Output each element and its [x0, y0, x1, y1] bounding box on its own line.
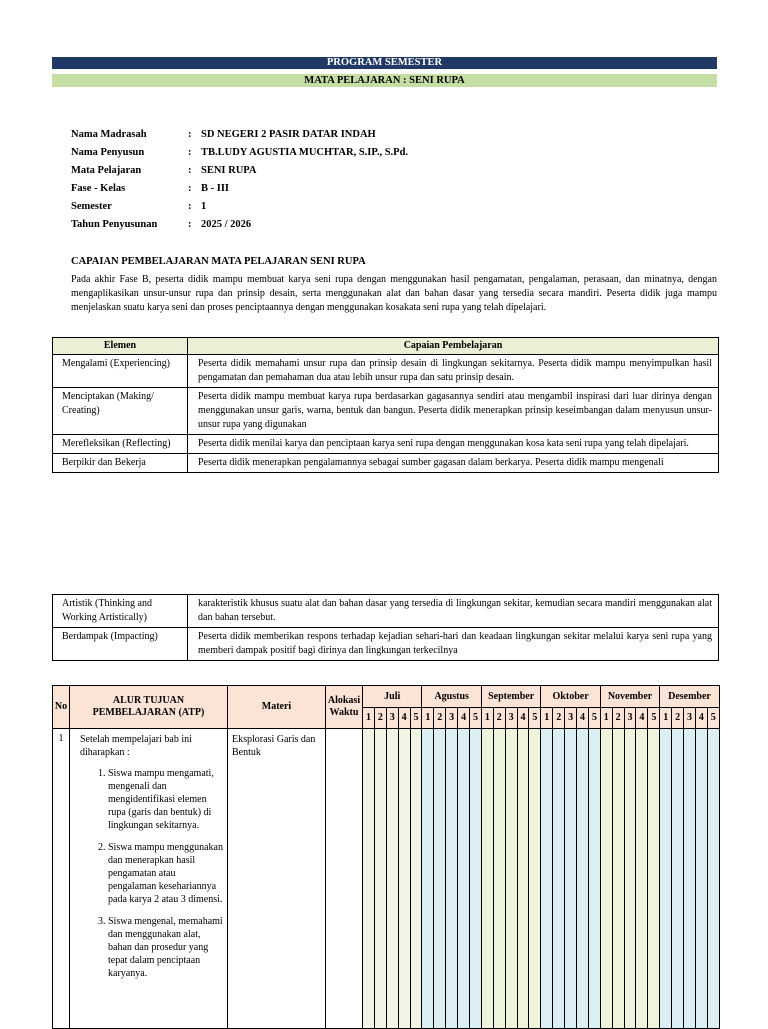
- week-header: 3: [386, 708, 398, 729]
- alokasi-header: Alokasi Waktu: [326, 686, 363, 729]
- info-value: B - III: [201, 183, 230, 194]
- info-value: 1: [201, 201, 207, 212]
- program-semester-banner: PROGRAM SEMESTER: [52, 57, 717, 69]
- alokasi-cell: [326, 729, 363, 1029]
- month-header: Agustus: [422, 686, 481, 708]
- week-header: 5: [648, 708, 660, 729]
- table-row: [53, 729, 720, 1029]
- week-header: 5: [410, 708, 422, 729]
- week-header: 2: [374, 708, 386, 729]
- materi-cell: Eksplorasi Garis dan Bentuk: [228, 729, 326, 1029]
- schedule-cell: [481, 729, 493, 1029]
- schedule-cell: [588, 729, 600, 1029]
- table-row: [53, 595, 719, 628]
- schedule-cell: [648, 729, 660, 1029]
- capaian-paragraph: Pada akhir Fase B, peserta didik mampu membuat karya seni rupa dengan menggunakan hasil pengamatan, pengalaman, perasaan, dan minatnya, dengan mengaplikasikan unsur-unsur rupa dan prinsip desain, serta menggunakan alat dan bahan dasar yang tersedia secara mandiri. Peserta didik juga mampu menjelaskan suatu karya seni dan proses penciptaannya dengan menggunakan kosakata seni rupa yang telah dipelajari.: [71, 274, 717, 313]
- month-header: Oktober: [541, 686, 600, 708]
- schedule-cell: [684, 729, 696, 1029]
- week-header: 5: [529, 708, 541, 729]
- elemen-cell: Menciptakan (Making/ Creating): [53, 388, 188, 435]
- schedule-cell: [695, 729, 707, 1029]
- elemen-cell: Artistik (Thinking and Working Artistically): [53, 595, 188, 628]
- schedule-cell: [672, 729, 684, 1029]
- capaian-cell: [188, 454, 719, 473]
- info-value: TB.LUDY AGUSTIA MUCHTAR, S.IP., S.Pd.: [201, 147, 409, 158]
- elemen-cell: Mengalami (Experiencing): [53, 355, 188, 388]
- info-label: Nama Penyusun: [71, 147, 145, 158]
- table-row: [53, 454, 719, 473]
- capaian-cell: Peserta didik memahami unsur rupa dan prinsip desain di lingkungan sekitarnya. Peserta didik mampu menyimpulkan hasil pengamatan dan pemahaman dua atau lebih unsur rupa dan satu prinsip desain.: [188, 355, 719, 388]
- week-header: 2: [553, 708, 565, 729]
- elemen-cell: Merefleksikan (Reflecting): [53, 435, 188, 454]
- week-header: 4: [517, 708, 529, 729]
- atp-intro: Setelah mempelajari bab ini diharapkan :: [80, 734, 192, 758]
- week-header: 2: [672, 708, 684, 729]
- week-header: 1: [660, 708, 672, 729]
- week-header: 4: [398, 708, 410, 729]
- month-header: Desember: [660, 686, 719, 708]
- no-header: No: [53, 686, 70, 729]
- week-header: 3: [446, 708, 458, 729]
- table-row: [53, 388, 719, 435]
- info-value: SD NEGERI 2 PASIR DATAR INDAH: [201, 129, 376, 140]
- schedule-cell: [458, 729, 470, 1029]
- elemen-table-continued: [52, 594, 719, 661]
- capaian-cell: Peserta didik mampu membuat karya rupa berdasarkan gagasannya sendiri atau mengambil inspirasi dari luar dirinya dengan menggunakan unsur garis, warna, bentuk dan bangun. Peserta didik menerapkan prinsip keseimbangan dalam menyusun unsur-unsur rupa yang digunakan: [188, 388, 719, 435]
- schedule-cell: [612, 729, 624, 1029]
- info-colon: :: [188, 219, 192, 230]
- info-row-penyusun: [71, 146, 408, 164]
- identity-block: [71, 128, 408, 236]
- table-row: [53, 435, 719, 454]
- schedule-cell: [386, 729, 398, 1029]
- atp-goal: 3. Siswa mengenal, memahami dan menggunakan alat, bahan dan prosedur yang tepat dalam penciptaan karyanya.: [108, 915, 223, 980]
- capaian-title: CAPAIAN PEMBELAJARAN MATA PELAJARAN SENI RUPA: [71, 256, 366, 267]
- capaian-cell: karakteristik khusus suatu alat dan bahan dasar yang tersedia di lingkungan sekitar, kemudian secara mandiri menggunakan alat dan bahan tersebut.: [188, 595, 719, 628]
- week-header: 2: [434, 708, 446, 729]
- atp-cell: [70, 729, 228, 1029]
- elemen-cell: [53, 454, 188, 473]
- week-header: 4: [636, 708, 648, 729]
- week-header: 3: [565, 708, 577, 729]
- week-header: 4: [458, 708, 470, 729]
- week-header: 3: [684, 708, 696, 729]
- week-header: 1: [363, 708, 375, 729]
- info-row-mata-pelajaran: [71, 164, 408, 182]
- info-colon: :: [188, 147, 192, 158]
- atp-table: [52, 685, 720, 1029]
- schedule-cell: [363, 729, 375, 1029]
- schedule-cell: [541, 729, 553, 1029]
- week-header: 5: [470, 708, 482, 729]
- month-header: Juli: [363, 686, 422, 708]
- schedule-cell: [707, 729, 719, 1029]
- atp-goal: 1. Siswa mampu mengamati, mengenali dan mengidentifikasi elemen rupa (garis dan bentuk) di lingkungan sekitarnya.: [108, 767, 223, 832]
- capaian-text: Peserta didik menerapkan pengalamannya sebagai sumber gagasan dalam berkarya. Peserta didik mampu mengenali: [198, 457, 664, 468]
- schedule-cell: [600, 729, 612, 1029]
- atp-header: ALUR TUJUAN PEMBELAJARAN (ATP): [70, 686, 228, 729]
- week-header: 1: [422, 708, 434, 729]
- week-header: 1: [481, 708, 493, 729]
- info-label: Fase - Kelas: [71, 183, 126, 194]
- atp-header-row: [53, 686, 720, 708]
- schedule-cell: [577, 729, 589, 1029]
- info-colon: :: [188, 201, 192, 212]
- week-header: 1: [600, 708, 612, 729]
- month-header: November: [600, 686, 659, 708]
- capaian-header: Capaian Pembelajaran: [188, 338, 719, 355]
- materi-header: Materi: [228, 686, 326, 729]
- schedule-cell: [624, 729, 636, 1029]
- month-header: September: [481, 686, 540, 708]
- week-header: 2: [493, 708, 505, 729]
- elemen-text: Berpikir dan Bekerja: [62, 457, 146, 468]
- schedule-cell: [374, 729, 386, 1029]
- schedule-cell: [493, 729, 505, 1029]
- info-label: Nama Madrasah: [71, 129, 147, 140]
- info-label: Semester: [71, 201, 112, 212]
- schedule-cell: [553, 729, 565, 1029]
- elemen-header: Elemen: [53, 338, 188, 355]
- schedule-cell: [529, 729, 541, 1029]
- info-row-madrasah: [71, 128, 408, 146]
- info-row-tahun: [71, 218, 408, 236]
- schedule-cell: [446, 729, 458, 1029]
- elemen-cell: Berdampak (Impacting): [53, 628, 188, 661]
- capaian-cell: Peserta didik menilai karya dan penciptaan karya seni rupa dengan menggunakan kosa kata seni rupa yang telah dipelajari.: [188, 435, 719, 454]
- info-label: Tahun Penyusunan: [71, 219, 158, 230]
- info-value: 2025 / 2026: [201, 219, 252, 230]
- info-value: SENI RUPA: [201, 165, 257, 176]
- table-row: [53, 355, 719, 388]
- week-header: 1: [541, 708, 553, 729]
- info-colon: :: [188, 129, 192, 140]
- week-header: 2: [612, 708, 624, 729]
- schedule-cell: [517, 729, 529, 1029]
- info-colon: :: [188, 183, 192, 194]
- week-header: 5: [707, 708, 719, 729]
- week-header: 4: [577, 708, 589, 729]
- week-header: 4: [695, 708, 707, 729]
- week-header: 5: [588, 708, 600, 729]
- elemen-table-header: [53, 338, 719, 355]
- schedule-cell: [422, 729, 434, 1029]
- info-colon: :: [188, 165, 192, 176]
- info-row-semester: [71, 200, 408, 218]
- schedule-cell: [398, 729, 410, 1029]
- schedule-cell: [565, 729, 577, 1029]
- schedule-cell: [470, 729, 482, 1029]
- info-row-fase-kelas: [71, 182, 408, 200]
- atp-goal-list: [80, 767, 223, 980]
- table-row: [53, 628, 719, 661]
- info-label: Mata Pelajaran: [71, 165, 142, 176]
- atp-goal: 2. Siswa mampu menggunakan dan menerapkan hasil pengamatan atau pengalaman kesehariannya pada karya 2 atau 3 dimensi.: [108, 841, 223, 906]
- schedule-cell: [636, 729, 648, 1029]
- week-header: 3: [505, 708, 517, 729]
- schedule-cell: [660, 729, 672, 1029]
- week-header: 3: [624, 708, 636, 729]
- schedule-cell: [505, 729, 517, 1029]
- schedule-cell: [434, 729, 446, 1029]
- subject-banner: MATA PELAJARAN : SENI RUPA: [52, 74, 717, 87]
- capaian-cell: Peserta didik memberikan respons terhadap kejadian sehari-hari dan keadaan lingkungan sekitar melalui karya seni rupa yang memberi dampak positif bagi dirinya dan lingkungan terkecilnya: [188, 628, 719, 661]
- schedule-cell: [410, 729, 422, 1029]
- elemen-table: [52, 337, 719, 473]
- row-number: 1: [53, 729, 70, 1029]
